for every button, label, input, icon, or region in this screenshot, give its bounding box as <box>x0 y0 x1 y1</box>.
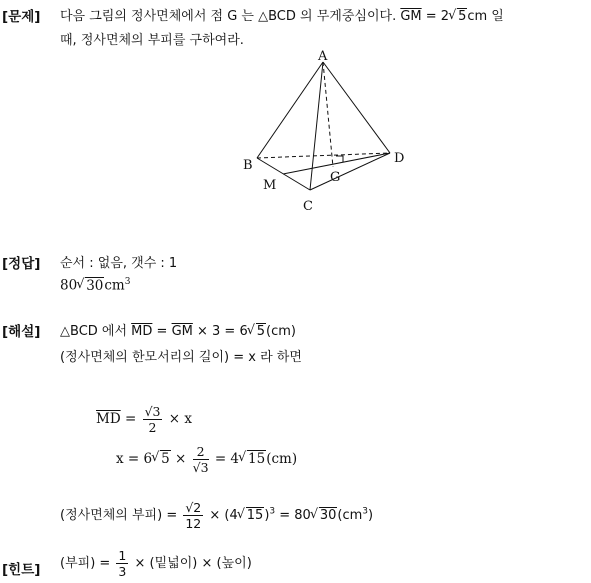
vertex-b-label: B <box>243 158 253 173</box>
eq3-close: ) <box>368 508 374 523</box>
eq2-unit: (cm) <box>266 451 298 467</box>
problem-label: [문제] <box>2 9 41 25</box>
eq3-unit-exponent: 3 <box>362 506 368 517</box>
solution-line-1 <box>60 320 296 339</box>
equals-text: = 2 <box>421 9 450 24</box>
height-ag <box>323 62 333 167</box>
unit-text: cm 일 <box>467 9 504 24</box>
solution-text-1: △BCD 에서 <box>60 324 132 339</box>
fraction-1-over-3: $\frac{1}{3}$ <box>118 548 127 579</box>
segment-gm: $\overline{GM}$ <box>400 9 422 24</box>
answer-line-1: 순서 : 없음, 갯수 : 1 <box>60 256 178 271</box>
fraction-2-over-sqrt3: $\frac{2}{√3}$ <box>192 444 209 475</box>
right-angle-mark <box>336 156 343 162</box>
eq1-tail: × x <box>164 411 192 427</box>
eq1-equals: = <box>120 411 141 427</box>
solution-label: [해설] <box>2 324 41 340</box>
eq2-start: x = 6 <box>116 451 153 467</box>
equals-sign: = <box>152 324 172 339</box>
eq3-equals: = 80 <box>275 508 311 523</box>
solution-line-2: (정사면체의 한모서리의 길이) = x 라 하면 <box>60 350 302 365</box>
equation-1 <box>96 404 192 435</box>
sqrt-15: √ 15 <box>239 451 266 467</box>
eq3-times: × (4 <box>205 508 238 523</box>
segment-gm-2: $\overline{GM}$ <box>171 324 193 339</box>
eq3-unit: (cm <box>337 508 363 523</box>
fraction-sqrt3-over-2: $\frac{√3}{2}$ <box>144 404 161 435</box>
sqrt-30-b: √ 30 <box>311 508 338 523</box>
edge-ab <box>257 62 323 158</box>
eq3-exponent: 3 <box>269 506 276 517</box>
problem-line-2: 때, 정사면체의 부피를 구하여라. <box>60 33 244 48</box>
segment-md-eq: $\overline{MD}$ <box>96 411 121 427</box>
times-three: × 3 = 6 <box>192 324 248 339</box>
point-m-label: M <box>263 178 277 193</box>
hint-formula <box>60 548 252 579</box>
answer-coef: 80 <box>60 277 78 294</box>
answer-unit: cm <box>104 277 125 294</box>
eq3-paren: ) <box>264 508 270 523</box>
eq3-start: (정사면체의 부피) = <box>60 508 182 523</box>
hint-tail: × (밑넓이) × (높이) <box>130 556 252 571</box>
vertex-d-label: D <box>394 151 405 166</box>
tetrahedron-figure <box>235 48 415 218</box>
fraction-sqrt2-over-12: $\frac{√2}{12}$ <box>185 500 202 531</box>
unit-cm: (cm) <box>266 324 296 339</box>
segment-md: $\overline{MD}$ <box>131 324 153 339</box>
answer-value <box>60 277 130 294</box>
equation-2 <box>116 444 297 475</box>
problem-line-1 <box>60 5 504 24</box>
sqrt-5-b: √ 5 <box>248 324 266 339</box>
vertex-c-label: C <box>303 199 313 214</box>
sqrt-30: √ 30 <box>77 278 104 294</box>
answer-exponent: 3 <box>124 277 131 287</box>
equation-3 <box>60 500 373 531</box>
edge-ad <box>323 62 390 153</box>
sqrt-5: √ 5 <box>449 9 467 24</box>
sqrt-15-b: √ 15 <box>238 508 265 523</box>
eq2-times: × <box>170 451 191 467</box>
hint-start: (부피) = <box>60 556 115 571</box>
eq2-equals: = 4 <box>210 451 240 467</box>
answer-label: [정답] <box>2 256 41 272</box>
edge-cd <box>310 153 390 190</box>
point-g-label: G <box>330 170 341 185</box>
sqrt-5-c: √ 5 <box>152 451 171 467</box>
hint-label: [힌트] <box>2 562 41 578</box>
edge-ac <box>310 62 323 190</box>
problem-text: 다음 그림의 정사면체에서 점 G 는 △BCD 의 무게중심이다. <box>60 9 397 24</box>
vertex-a-label: A <box>318 49 328 64</box>
